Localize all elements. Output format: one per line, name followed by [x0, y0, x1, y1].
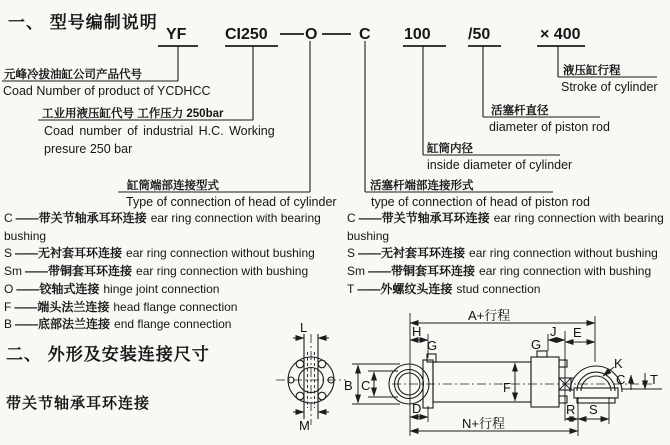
callout-bore-zh: 缸筒内径: [427, 143, 473, 155]
model-segment-bore: 100: [404, 26, 431, 43]
type-zh: 带铜套耳环连接: [48, 264, 133, 279]
dash: ——: [358, 246, 381, 261]
dim-T: T: [650, 372, 658, 387]
dash: ——: [16, 281, 39, 296]
type-zh: 无衬套耳环连接: [381, 246, 466, 261]
type-zh: 铰轴式连接: [39, 281, 100, 296]
type-code: B: [4, 317, 13, 332]
dim-H: H: [412, 324, 422, 339]
dash: ——: [25, 264, 47, 279]
dash: ——: [15, 317, 38, 332]
section1-title: 一、 型号编制说明: [8, 13, 158, 32]
callout-company-en: Coad Number of product of YCDHCC: [3, 84, 211, 98]
type-zh: 带铜套耳环连接: [391, 264, 476, 279]
end-view-drawing: [276, 320, 346, 433]
dash: ——: [15, 246, 38, 261]
type-en: ear ring connection with bushing: [136, 264, 309, 279]
list-item: [347, 281, 669, 299]
list-item: [4, 263, 346, 281]
type-en: stud connection: [456, 281, 541, 296]
callout-series-en2: presure 250 bar: [44, 142, 133, 156]
dim-S: S: [589, 402, 598, 417]
model-segment-company: YF: [166, 26, 187, 43]
type-zh: 带关节轴承耳环连接: [38, 211, 147, 225]
model-segment-stroke: × 400: [540, 26, 581, 43]
type-zh: 带关节轴承耳环连接: [381, 211, 490, 225]
side-view-drawing: [344, 308, 662, 436]
callout-series-en1: Coad number of industrial H.C. Working: [44, 124, 275, 138]
dim-R: R: [566, 402, 576, 417]
dash: ——: [357, 281, 380, 296]
callout-head-conn-en: Type of connection of head of cylinder: [126, 195, 337, 209]
callout-rod-dia-en: diameter of piston rod: [489, 120, 610, 134]
dim-M: M: [299, 418, 310, 433]
model-segment-rod-conn: C: [359, 26, 371, 43]
list-item: [347, 263, 669, 281]
section2-subtitle: 带关节轴承耳环连接: [6, 395, 151, 412]
type-code: S: [4, 246, 13, 261]
type-zh: 无衬套耳环连接: [38, 246, 123, 261]
type-en: ear ring connection with bearing bushing: [4, 211, 321, 243]
dim-L: L: [300, 320, 308, 335]
callout-company-zh: 元峰冷拔油缸公司产品代号: [4, 69, 142, 81]
type-zh: 端头法兰连接: [37, 299, 110, 314]
type-zh: 底部法兰连接: [38, 317, 111, 332]
list-item: [4, 299, 346, 317]
dash: ——: [14, 299, 37, 314]
dim-F: F: [503, 380, 511, 395]
type-code: O: [4, 281, 14, 296]
dim-A-stroke: A+行程: [468, 308, 511, 323]
dim-C-left: C: [361, 378, 371, 393]
dim-J: J: [550, 324, 557, 339]
list-item: [4, 210, 346, 245]
type-en: end flange connection: [114, 317, 232, 332]
callout-stroke-en: Stroke of cylinder: [561, 80, 658, 94]
callout-head-conn-zh: 缸筒端部连接型式: [127, 180, 219, 192]
cylinder-head-type-list: [4, 210, 346, 334]
dim-C-right: C: [616, 372, 626, 387]
callout-rod-conn-zh: 活塞杆端部连接形式: [370, 180, 474, 192]
type-code: F: [4, 299, 12, 314]
type-code: Sm: [347, 264, 365, 279]
dash: ——: [358, 211, 381, 225]
model-segment-series: CI250: [225, 26, 268, 43]
model-segment-head-conn: O: [305, 26, 318, 43]
list-item: [347, 210, 669, 245]
dim-G-left: G: [427, 338, 438, 353]
callout-rod-dia-zh: 活塞杆直径: [491, 105, 549, 117]
type-en: hinge joint connection: [103, 281, 220, 296]
type-en: ear ring connection with bushing: [479, 264, 652, 279]
callout-series-zh: 工业用液压缸代号 工作压力 250bar: [42, 108, 224, 120]
type-zh: 外螺纹头连接: [380, 281, 453, 296]
dash: ——: [15, 211, 38, 225]
type-en: ear ring connection without bushing: [126, 246, 315, 261]
dim-D: D: [412, 401, 422, 416]
section2-title: 二、 外形及安装连接尺寸: [6, 345, 210, 364]
list-item: [4, 245, 346, 263]
dash: ——: [368, 264, 390, 279]
callout-rod-conn-en: type of connection of head of piston rod: [371, 195, 590, 209]
rod-head-type-list: [347, 210, 669, 299]
dim-B: B: [344, 378, 353, 393]
callout-bore-en: inside diameter of cylinder: [427, 158, 573, 172]
dim-E: E: [573, 325, 582, 340]
type-code: C: [4, 211, 13, 225]
list-item: [4, 316, 346, 334]
list-item: [4, 281, 346, 299]
type-en: ear ring connection with bearing bushing: [347, 211, 664, 243]
dim-K: K: [614, 356, 623, 371]
type-code: Sm: [4, 264, 22, 279]
type-code: C: [347, 211, 356, 225]
type-code: T: [347, 281, 355, 296]
callout-stroke-zh: 液压缸行程: [563, 65, 621, 77]
type-en: head flange connection: [113, 299, 238, 314]
type-code: S: [347, 246, 356, 261]
list-item: [347, 245, 669, 263]
type-en: ear ring connection without bushing: [469, 246, 658, 261]
dim-G-right: G: [531, 337, 542, 352]
model-segment-rod-dia: /50: [468, 26, 491, 43]
dim-N-stroke: N+行程: [462, 416, 505, 431]
